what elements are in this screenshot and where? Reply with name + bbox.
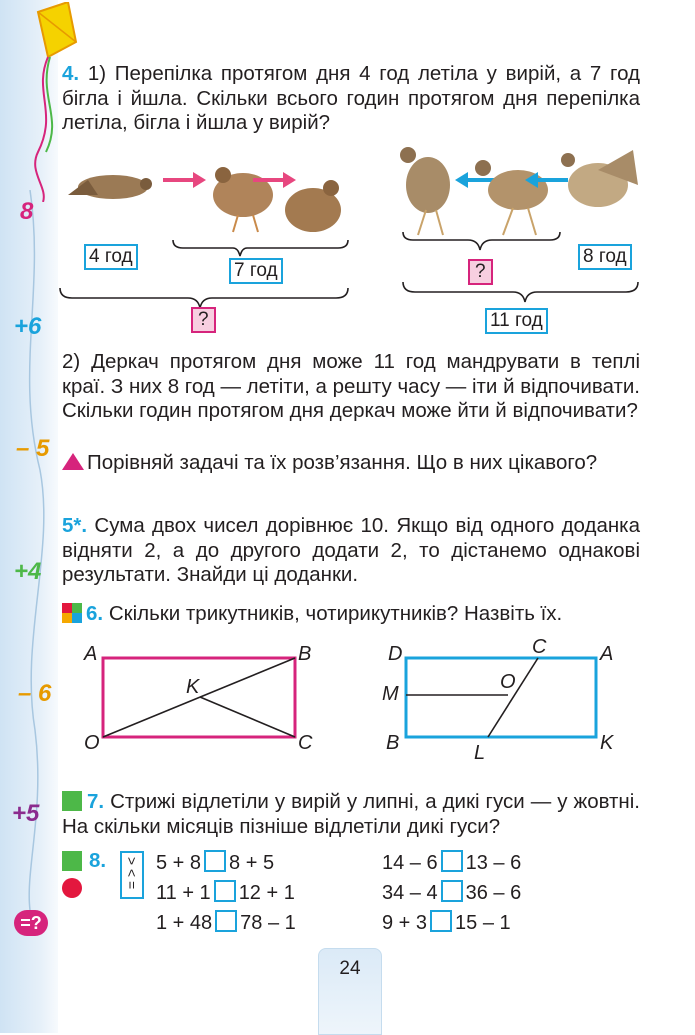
task-number: 4. — [62, 62, 80, 85]
point-label: L — [474, 742, 486, 764]
hours-box: 7 год — [229, 258, 283, 284]
point-label: B — [386, 732, 400, 754]
answer-box[interactable] — [441, 850, 463, 872]
page-number: 24 — [339, 958, 361, 979]
task-text: 1) Перепілка протягом дня 4 год летіла у вирій, а 7 год бігла і йшла. Скільки всього годин протягом дня перепілка летіла, бігла і йшла у вирій? — [62, 62, 640, 134]
page-number-tab — [318, 948, 382, 1035]
point-label: C — [532, 636, 547, 658]
task7 — [62, 790, 640, 839]
figure-rectangle-dakb — [403, 655, 599, 740]
arrow-right-icon — [163, 172, 206, 188]
task-text: Сума двох чисел дорівнює 10. Якщо від одного доданка відняти 2, а до другого додати 2, то дістанемо однакові результати. Знайди ці доданки. — [62, 514, 640, 586]
answer-box[interactable] — [204, 850, 226, 872]
sidebar-number: – 5 — [16, 435, 50, 462]
task4-part1 — [62, 62, 640, 136]
point-label: O — [84, 732, 100, 754]
corncrake-walking-icon — [475, 160, 548, 235]
green-square-icon — [62, 791, 82, 811]
point-label: C — [298, 732, 313, 754]
corncrake-flying-icon — [561, 150, 638, 207]
task-number: 7. — [87, 790, 105, 813]
comparison-row: 9 + 3 15 – 1 — [382, 912, 511, 934]
comparison-row: 1 + 48 78 – 1 — [156, 912, 296, 934]
color-squares-icon — [62, 603, 82, 623]
triangle-icon — [62, 453, 84, 470]
quail-walking-icon — [213, 167, 273, 232]
green-square-icon — [62, 851, 82, 871]
sidebar-number: +6 — [14, 313, 42, 340]
comparison-row: 11 + 1 12 + 1 — [156, 882, 295, 904]
sidebar-badge: =? — [14, 910, 48, 936]
quail-flying-icon — [68, 175, 152, 199]
signs-text: > < = — [124, 856, 140, 890]
task-text: Скільки трикутників, чотирикутників? Назвіть їх. — [108, 602, 563, 625]
comparison-row: 34 – 4 36 – 6 — [382, 882, 522, 904]
point-label: M — [382, 683, 399, 705]
task-number: 6. — [86, 602, 104, 625]
question-box: ? — [191, 307, 216, 333]
point-label: B — [298, 643, 312, 665]
task-number: 8. — [89, 849, 107, 872]
point-label: D — [388, 643, 403, 665]
signs-box — [120, 851, 144, 899]
comparison-row: 14 – 6 13 – 6 — [382, 852, 522, 874]
point-label: K — [600, 732, 614, 754]
point-label: A — [600, 643, 614, 665]
point-label: O — [500, 671, 516, 693]
quail-standing-icon — [285, 180, 341, 232]
task6 — [62, 602, 640, 627]
sidebar-number: +5 — [12, 800, 40, 827]
hours-box: 11 год — [485, 308, 548, 334]
task4-compare — [62, 451, 640, 476]
answer-box[interactable] — [430, 910, 452, 932]
answer-box[interactable] — [441, 880, 463, 902]
point-label: A — [84, 643, 98, 665]
task-text: Стрижі відлетіли у вирій у липні, а дикі гуси — у жовтні. На скільки місяців пізніше відлетіли дикі гуси? — [62, 790, 640, 838]
sidebar-number: +4 — [14, 558, 42, 585]
question-box: ? — [468, 259, 493, 285]
figure-rectangle-abco — [100, 655, 300, 740]
hours-box: 4 год — [84, 244, 138, 270]
corncrake-standing-icon — [400, 147, 450, 235]
answer-box[interactable] — [215, 910, 237, 932]
bird-diagrams — [58, 140, 658, 340]
comparison-row: 5 + 8 8 + 5 — [156, 852, 275, 874]
sidebar-number: 8 — [20, 198, 34, 225]
brace — [60, 288, 348, 308]
task-text: Порівняй задачі та їх розв’язання. Що в них цікавого? — [87, 451, 598, 474]
task5 — [62, 514, 640, 588]
task4-part2: 2) Деркач протягом дня може 11 год мандрувати в теплі краї. З них 8 год — летіти, а решту часу — іти й відпочивати. Скільки годин протягом дня деркач може йти й відпочивати? — [62, 350, 640, 422]
brace — [173, 240, 348, 256]
hours-box: 8 год — [578, 244, 632, 270]
red-circle-icon — [62, 878, 82, 898]
point-label: K — [186, 676, 200, 698]
brace — [403, 282, 638, 302]
task-number: 5*. — [62, 514, 88, 537]
answer-box[interactable] — [214, 880, 236, 902]
sidebar-number: – 6 — [18, 680, 52, 707]
